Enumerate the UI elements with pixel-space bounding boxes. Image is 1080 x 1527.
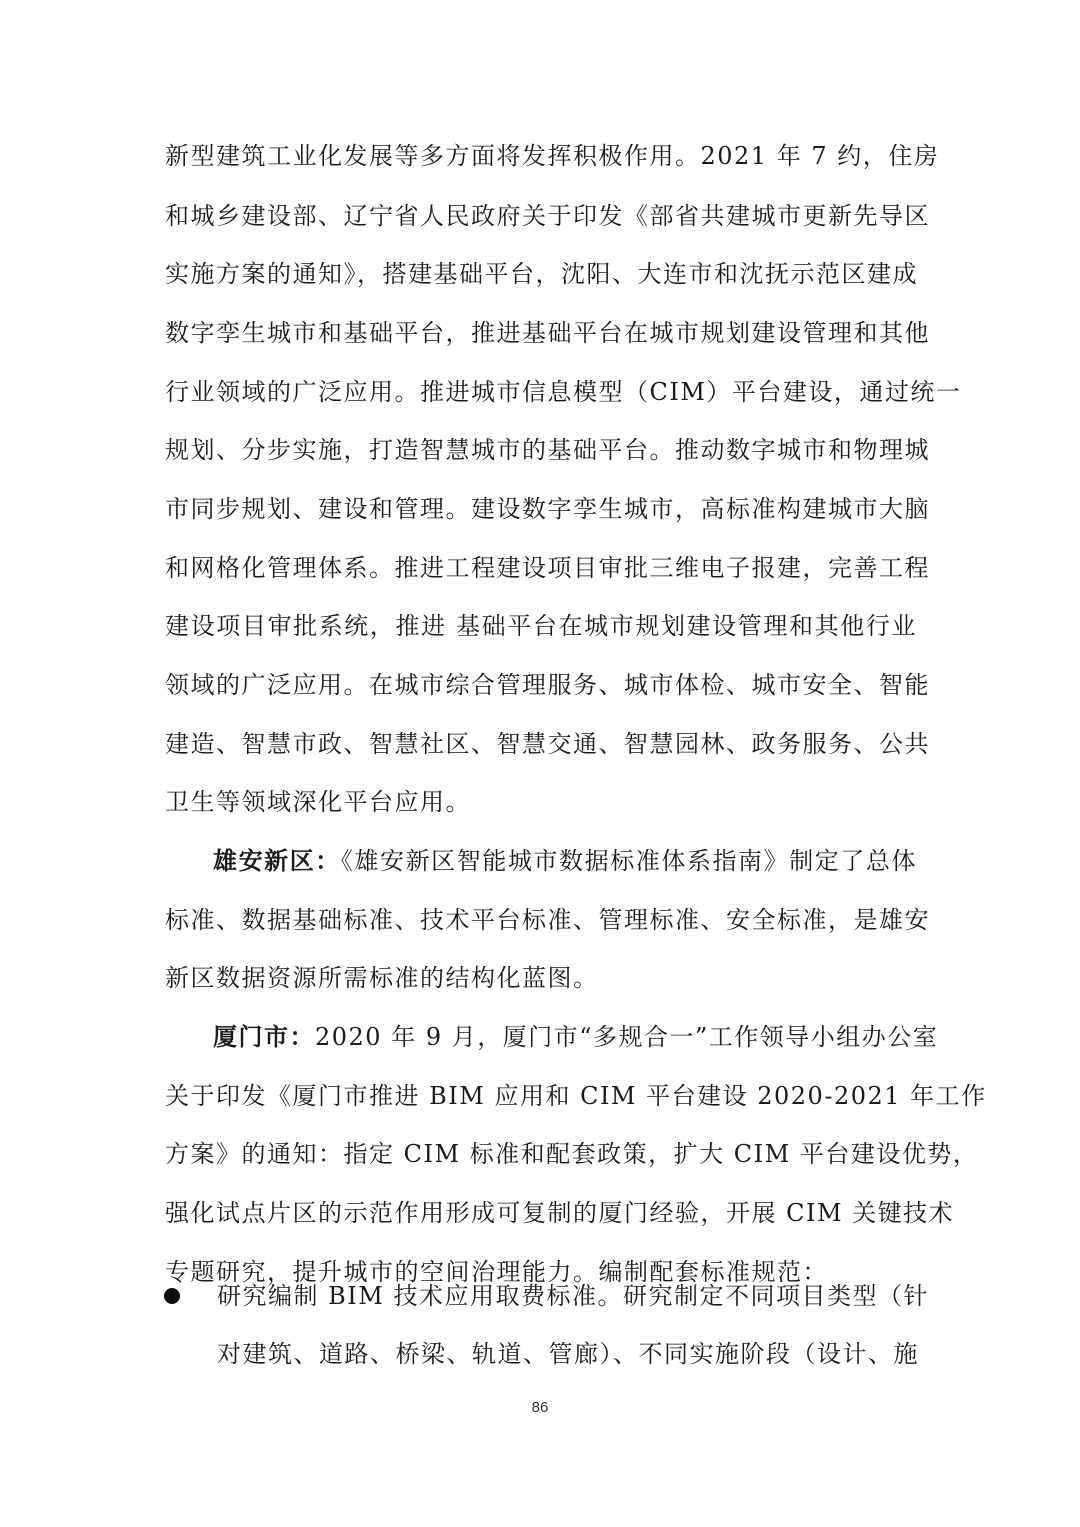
- body-text-line: 新区数据资源所需标准的结构化蓝图。: [165, 964, 599, 992]
- body-text-line: 行业领域的广泛应用。推进城市信息模型（CIM）平台建设，通过统一: [165, 378, 962, 406]
- body-text-line: 和城乡建设部、辽宁省人民政府关于印发《部省共建城市更新先导区: [165, 202, 930, 230]
- bullet-icon: [164, 1288, 180, 1304]
- xiamen-heading: 厦门市：: [213, 1023, 315, 1051]
- page-number: 86: [531, 1399, 549, 1416]
- body-text-line: 专题研究，提升城市的空间治理能力。编制配套标准规范：: [165, 1258, 828, 1286]
- body-text-line: 实施方案的通知》，搭建基础平台，沈阳、大连市和沈抚示范区建成: [165, 260, 918, 288]
- body-text-line: 市同步规划、建设和管理。建设数字孪生城市，高标准构建城市大脑: [165, 495, 930, 523]
- xiongan-first-line: [213, 846, 917, 876]
- body-text-line: 方案》的通知：指定 CIM 标准和配套政策，扩大 CIM 平台建设优势，: [165, 1140, 979, 1168]
- xiongan-first-line-text: 《雄安新区智能城市数据标准体系指南》制定了总体: [340, 847, 918, 875]
- body-text-line: 规划、分步实施，打造智慧城市的基础平台。推动数字城市和物理城: [165, 436, 930, 464]
- body-text-line: 关于印发《厦门市推进 BIM 应用和 CIM 平台建设 2020-2021 年工作: [165, 1082, 987, 1110]
- bullet-text-line: 研究编制 BIM 技术应用取费标准。研究制定不同项目类型（针: [217, 1282, 929, 1310]
- body-text-line: 卫生等领域深化平台应用。: [165, 788, 471, 816]
- body-text-line: 建设项目审批系统，推进 基础平台在城市规划建设管理和其他行业: [165, 612, 917, 640]
- body-text-line: 领域的广泛应用。在城市综合管理服务、城市体检、城市安全、智能: [165, 671, 930, 699]
- bullet-text-line: 对建筑、道路、桥梁、轨道、管廊）、不同实施阶段（设计、施: [217, 1340, 919, 1368]
- xiongan-heading: 雄安新区：: [213, 847, 341, 875]
- body-text-line: 数字孪生城市和基础平台，推进基础平台在城市规划建设管理和其他: [165, 319, 930, 347]
- body-text-line: 强化试点片区的示范作用形成可复制的厦门经验，开展 CIM 关键技术: [165, 1199, 955, 1227]
- xiamen-first-line: [213, 1022, 939, 1052]
- xiamen-first-line-text: 2020 年 9 月，厦门市“多规合一”工作领导小组办公室: [315, 1023, 939, 1051]
- body-text-line: 标准、数据基础标准、技术平台标准、管理标准、安全标准，是雄安: [165, 906, 930, 934]
- body-text-line: 建造、智慧市政、智慧社区、智慧交通、智慧园林、政务服务、公共: [165, 730, 930, 758]
- body-text-line: 和网格化管理体系。推进工程建设项目审批三维电子报建，完善工程: [165, 554, 930, 582]
- body-text-line: 新型建筑工业化发展等多方面将发挥积极作用。2021 年 7 约，住房: [165, 142, 940, 170]
